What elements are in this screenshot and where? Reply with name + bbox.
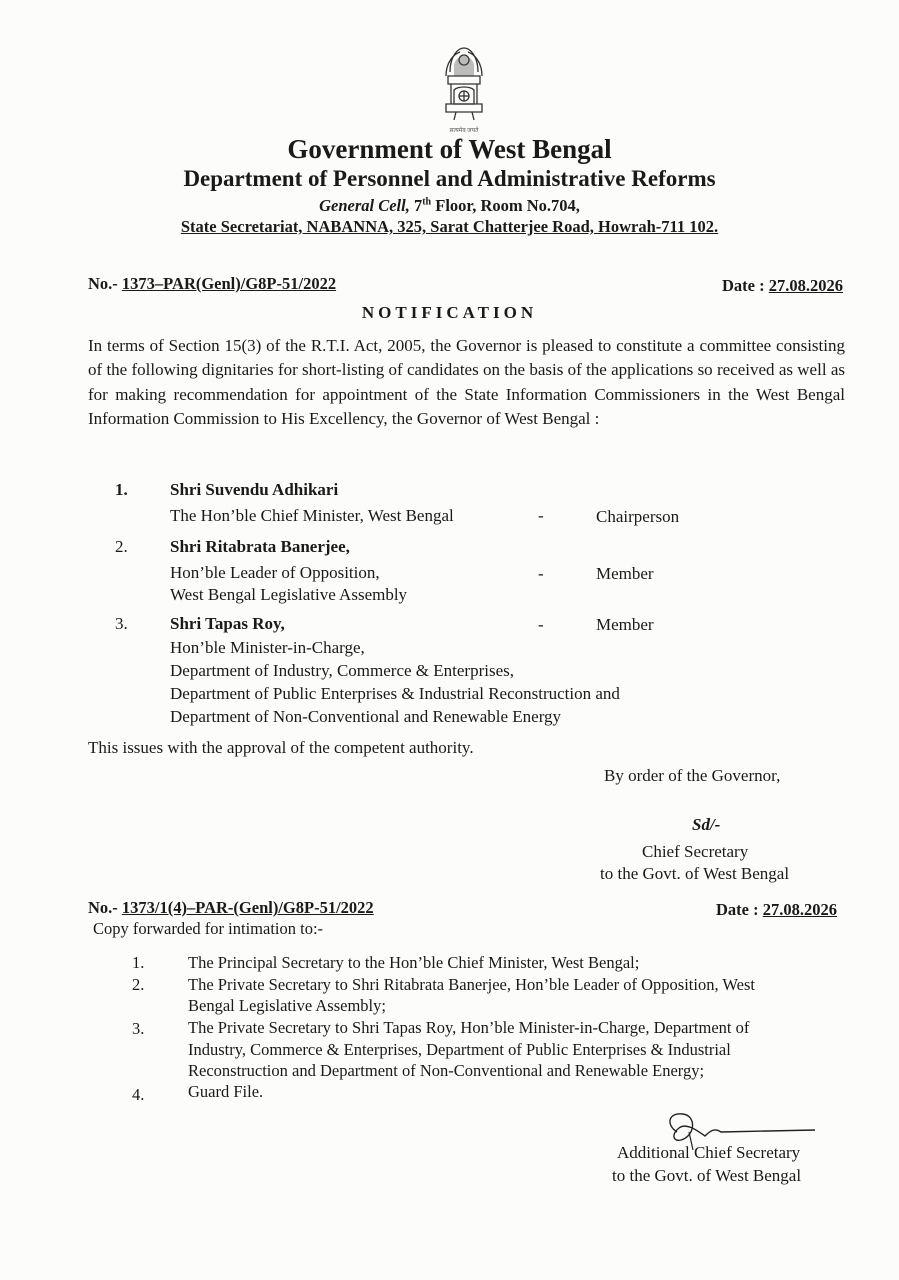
address-floor-sup: th — [422, 196, 432, 208]
committee-dash: - — [538, 615, 544, 634]
address-floor: 7 — [409, 196, 423, 215]
approval-line: This issues with the approval of the competent authority. — [88, 738, 474, 757]
state-emblem-icon — [436, 42, 492, 132]
reference-date-2 — [716, 900, 837, 920]
date-label: Date : — [722, 276, 769, 295]
committee-name: Shri Tapas Roy, — [170, 614, 285, 633]
address-line-2: State Secretariat, NABANNA, 325, Sarat Chatterjee Road, Howrah-711 102. — [180, 217, 719, 236]
committee-designation: Hon’ble Leader of Opposition, — [170, 563, 380, 582]
committee-role: Member — [596, 564, 654, 583]
copy-list-item: Industry, Commerce & Enterprises, Department of Public Enterprises & Industrial — [188, 1040, 731, 1059]
committee-num: 1. — [115, 480, 128, 499]
committee-dash: - — [538, 506, 544, 525]
committee-dash: - — [538, 564, 544, 583]
signatory-title-2: Additional Chief Secretary — [617, 1143, 801, 1162]
copy-list-item: Reconstruction and Department of Non-Conventional and Renewable Energy; — [188, 1061, 705, 1080]
department-title: Department of Personnel and Administrative Reforms — [183, 166, 716, 191]
committee-num: 3. — [115, 614, 128, 633]
ref-number: 1373–PAR(Genl)/G8P-51/2022 — [121, 274, 337, 293]
address-room: Floor, Room No.704, — [431, 196, 580, 215]
committee-name: Shri Ritabrata Banerjee, — [170, 537, 350, 556]
committee-role: Chairperson — [596, 507, 680, 526]
reference-number-1 — [88, 274, 336, 294]
reference-date-1 — [722, 276, 843, 296]
date-value: 27.08.2026 — [762, 900, 837, 919]
address-line-1 — [0, 196, 899, 216]
copy-list-item: The Private Secretary to Shri Ritabrata Banerjee, Hon’ble Leader of Opposition, West — [188, 975, 755, 994]
committee-num: 2. — [115, 537, 128, 556]
copy-list-num: 1. — [132, 953, 145, 972]
copy-list-num: 2. — [132, 975, 145, 994]
signature-sd: Sd/- — [692, 815, 721, 834]
copy-forwarded-line: Copy forwarded for intimation to:- — [93, 919, 324, 938]
notification-title: NOTIFICATION — [361, 303, 538, 322]
emblem-motto: सत्यमेव जयते — [449, 128, 479, 134]
ref-prefix: No.- — [88, 274, 122, 293]
committee-designation: The Hon’ble Chief Minister, West Bengal — [170, 506, 454, 525]
copy-list-item: The Principal Secretary to the Hon’ble Chief Minister, West Bengal; — [188, 953, 640, 972]
copy-list-item: The Private Secretary to Shri Tapas Roy, Hon’ble Minister-in-Charge, Department of — [188, 1018, 750, 1037]
notification-body: In terms of Section 15(3) of the R.T.I. Act, 2005, the Governor is pleased to constitute a committee consisting of the following dignitaries for short-listing of candidates on the basis of the applications so received as well as for making recommendation for appointment of the State Information Commissioners in the West Bengal Information Commission to His Excellency, the Governor of West Bengal : — [88, 336, 845, 428]
committee-designation: Hon’ble Minister-in-Charge, — [170, 638, 365, 657]
committee-name: Shri Suvendu Adhikari — [170, 480, 339, 499]
by-order-line: By order of the Governor, — [604, 766, 781, 785]
signatory-title-1: Chief Secretary — [642, 842, 749, 861]
committee-role: Member — [596, 615, 654, 634]
committee-designation: Department of Public Enterprises & Industrial Reconstruction and — [170, 684, 620, 703]
committee-designation: Department of Industry, Commerce & Enterprises, — [170, 661, 514, 680]
copy-list-num: 3. — [132, 1019, 145, 1038]
signatory-org-2: to the Govt. of West Bengal — [612, 1166, 802, 1185]
copy-list-item: Guard File. — [188, 1082, 264, 1101]
date-label: Date : — [716, 900, 763, 919]
date-value: 27.08.2026 — [768, 276, 843, 295]
address-cell: General Cell, — [319, 196, 410, 215]
copy-list-item: Bengal Legislative Assembly; — [188, 996, 386, 1015]
committee-designation: Department of Non-Conventional and Renewable Energy — [170, 707, 562, 726]
ref-number: 1373/1(4)–PAR-(Genl)/G8P-51/2022 — [121, 898, 374, 917]
government-title: Government of West Bengal — [287, 134, 612, 164]
reference-number-2 — [88, 898, 374, 918]
copy-list-num: 4. — [132, 1085, 145, 1104]
signatory-org-1: to the Govt. of West Bengal — [600, 864, 790, 883]
ref-prefix: No.- — [88, 898, 122, 917]
committee-designation: West Bengal Legislative Assembly — [170, 585, 408, 604]
